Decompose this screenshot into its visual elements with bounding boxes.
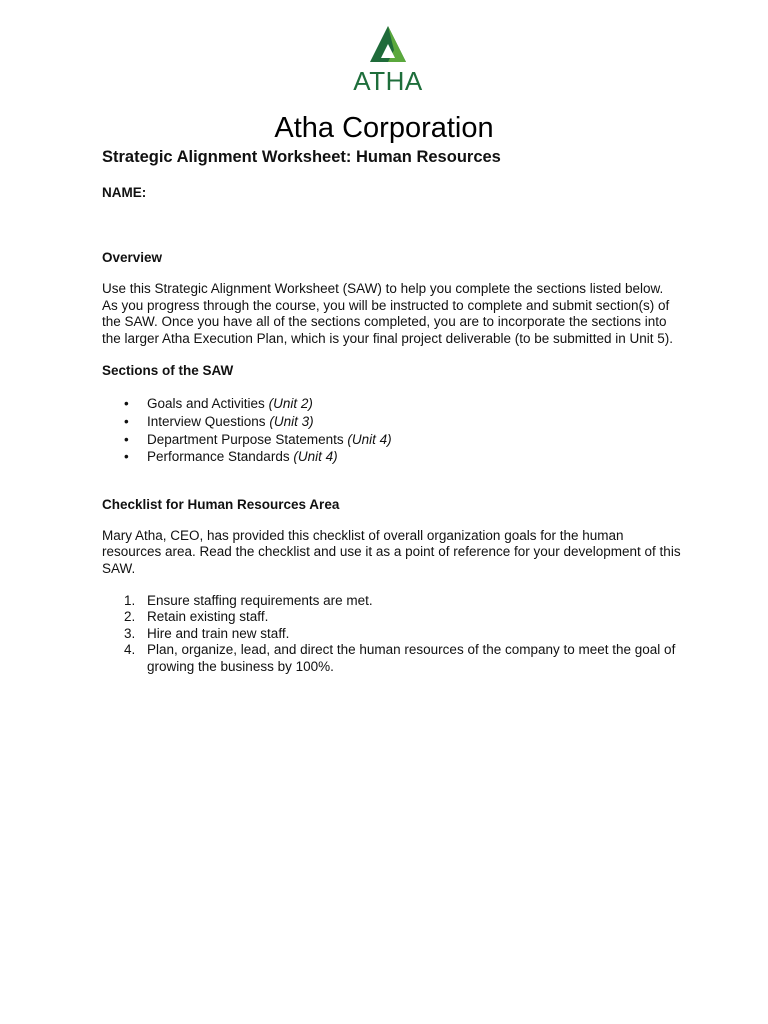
list-item — [102, 431, 682, 449]
bullet-icon: • — [124, 449, 129, 465]
bullet-icon: • — [124, 413, 129, 429]
name-label: NAME: — [102, 185, 147, 200]
list-number: 1. — [124, 592, 136, 608]
section-label: Department Purpose Statements — [147, 431, 344, 447]
list-item — [102, 626, 682, 643]
list-number: 2. — [124, 609, 136, 625]
goal-text: Plan, organize, lead, and direct the human resources of the company to meet the goal of growing the business by 100%. — [147, 642, 676, 674]
list-number: 4. — [124, 642, 136, 658]
atha-logo-graphic — [348, 22, 428, 96]
sections-heading: Sections of the SAW — [102, 363, 234, 379]
section-label: Interview Questions — [147, 413, 266, 429]
section-unit: (Unit 3) — [269, 413, 314, 429]
overview-heading: Overview — [102, 250, 163, 265]
goal-text: Retain existing staff. — [147, 609, 269, 625]
section-unit: (Unit 4) — [347, 431, 392, 447]
goal-text: Ensure staffing requirements are met. — [147, 592, 373, 608]
list-item — [102, 395, 682, 413]
section-label: Goals and Activities — [147, 396, 265, 412]
section-unit: (Unit 2) — [268, 396, 313, 412]
list-item — [102, 593, 682, 610]
atha-logo — [348, 22, 428, 96]
list-item — [102, 413, 682, 431]
checklist-intro: Mary Atha, CEO, has provided this checklist of overall organization goals for the human resources area. Read the checklist and use it as a point of reference for your development of this SAW. — [102, 527, 681, 576]
overview-text: Use this Strategic Alignment Worksheet (SAW) to help you complete the sections listed below. As you progress through the course, you will be instructed to complete and submit section(s) of the SAW. Once you have all of the sections completed, you are to incorporate the sections into the larger Atha Execution Plan, which is your final project deliverable (to be submitted in Unit 5). — [102, 281, 674, 346]
document-body — [102, 146, 682, 676]
worksheet-title: Strategic Alignment Worksheet: Human Resources — [102, 148, 501, 166]
checklist-goals-list — [102, 593, 682, 676]
logo-text: ATHA — [353, 66, 423, 96]
checklist-heading: Checklist for Human Resources Area — [102, 496, 340, 512]
company-title: Atha Corporation — [274, 112, 494, 144]
list-item — [102, 642, 682, 675]
bullet-icon: • — [124, 431, 129, 447]
bullet-icon: • — [124, 396, 129, 412]
section-label: Performance Standards — [147, 449, 290, 465]
list-item — [102, 448, 682, 466]
saw-sections-list — [102, 395, 682, 465]
list-item — [102, 609, 682, 626]
list-number: 3. — [124, 625, 136, 641]
goal-text: Hire and train new staff. — [147, 625, 290, 641]
section-unit: (Unit 4) — [293, 449, 338, 465]
